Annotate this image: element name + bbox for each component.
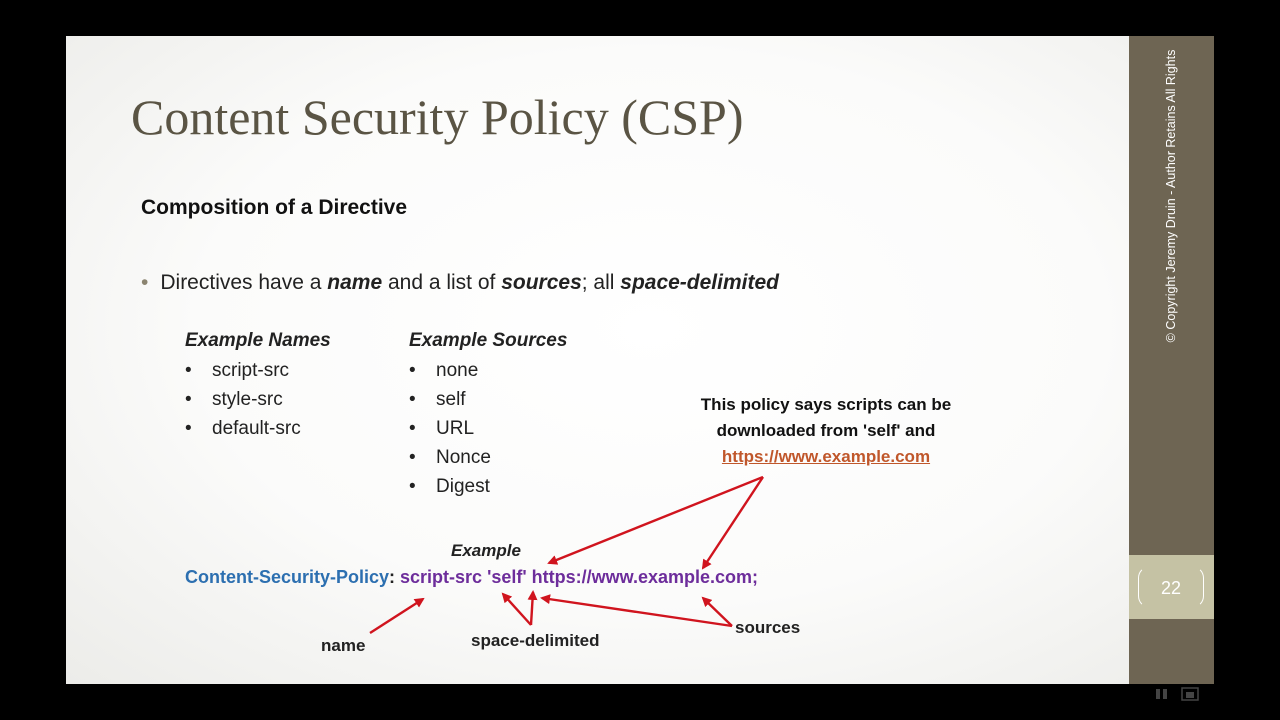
list-item: • style-src — [185, 389, 283, 410]
bullet-name-word: name — [327, 271, 383, 294]
arrow-sources-1 — [542, 598, 732, 626]
list-item-text: none — [436, 360, 479, 381]
csp-example-line — [185, 567, 758, 588]
list-item-text: style-src — [212, 389, 283, 410]
arrow-sources-2 — [703, 598, 732, 626]
bullet-space-word: space-delimited — [620, 271, 779, 294]
sources-label: sources — [735, 618, 801, 637]
list-item-text: script-src — [212, 360, 290, 381]
bullet-text-3: ; all — [581, 271, 621, 294]
example-sources-header: Example Sources — [409, 330, 568, 351]
arrow-note-1 — [549, 477, 763, 563]
bullet-sources-word: sources — [501, 271, 582, 294]
list-item: • script-src — [185, 360, 290, 381]
list-item-text: self — [436, 389, 466, 410]
arrow-name — [370, 599, 423, 633]
bullet-text-2: and a list of — [382, 271, 502, 294]
list-item: • default-src — [185, 418, 301, 439]
slide-number: 22 — [1138, 566, 1204, 608]
example-names-list — [185, 330, 331, 443]
copyright-text: © Copyright Jeremy Druin - Author Retains All Rights — [1164, 49, 1178, 343]
name-label: name — [321, 636, 366, 655]
list-item-text: Nonce — [436, 447, 491, 468]
example-link[interactable]: https://www.example.com — [721, 447, 931, 466]
list-item: • URL — [409, 418, 475, 439]
policy-note — [676, 392, 976, 470]
space-delimited-label: space-delimited — [471, 631, 600, 650]
slide — [66, 36, 1129, 684]
csp-colon: : — [389, 567, 396, 587]
csp-header-key: Content-Security-Policy — [185, 567, 390, 587]
list-item-text: Digest — [436, 476, 490, 497]
list-item: • Digest — [409, 476, 490, 497]
arrow-space-2 — [531, 592, 533, 625]
slide-sidebar — [1129, 36, 1214, 684]
policy-note-line-1: This policy says scripts can be — [700, 395, 952, 414]
bullet-dot: • — [141, 271, 149, 294]
list-item: • self — [409, 389, 466, 410]
example-names-header: Example Names — [185, 330, 331, 351]
example-sources-list — [409, 330, 567, 501]
csp-directive: script-src 'self' https://www.example.com; — [395, 567, 759, 587]
page-title: Content Security Policy (CSP) — [131, 89, 744, 145]
screen-icon[interactable] — [1180, 686, 1200, 702]
slide-subtitle: Composition of a Directive — [141, 196, 408, 219]
arrow-space-1 — [503, 594, 531, 625]
example-label: Example — [451, 541, 521, 560]
main-bullet — [141, 271, 779, 295]
bullet-text-1: Directives have a — [160, 271, 328, 294]
arrow-note-2 — [703, 477, 763, 568]
list-item: • Nonce — [409, 447, 491, 468]
policy-note-line-2: downloaded from 'self' and — [716, 421, 936, 440]
list-item: • none — [409, 360, 479, 381]
pause-icon[interactable] — [1152, 686, 1172, 702]
list-item-text: URL — [436, 418, 475, 439]
list-item-text: default-src — [212, 418, 301, 439]
